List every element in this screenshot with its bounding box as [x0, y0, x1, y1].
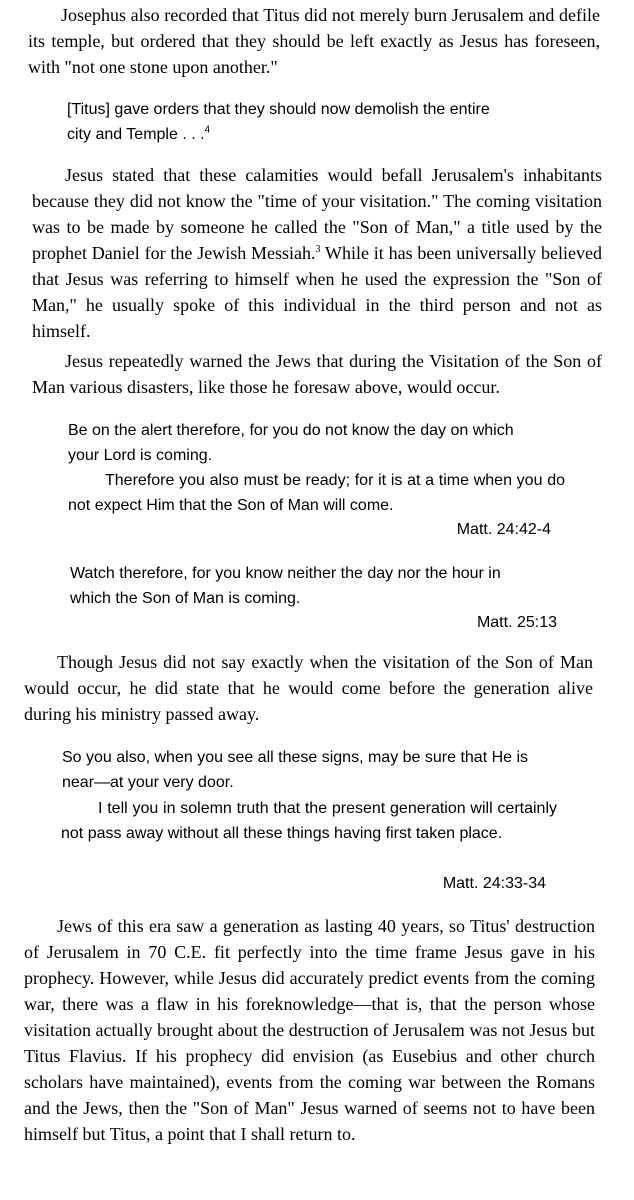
blockquote-titus-orders — [67, 97, 497, 147]
citation-matt-24-33: Matt. 24:33-34 — [442, 875, 546, 892]
paragraph-forty-years: Jews of this era saw a generation as lasting 40 years, so Titus' destruction of Jerusalem in 70 C.E. fit perfectly into the time frame Jesus gave in his prophecy. However, while Jesus did accurately predict events from the coming war, there was a flaw in his foreknowledge—that is, that the person whose visitation actually brought about the destruction of Jerusalem was not Jesus but Titus Flavius. If his prophecy did envision (as Eusebius and other church scholars have maintained), events from the coming war between the Romans and the Jews, then the "Son of Man" Jesus warned of seems not to have been himself but Titus, a point that I shall return to. — [24, 916, 595, 1144]
paragraph-warnings: Jesus repeatedly warned the Jews that during the Visitation of the Son of Man various disasters, like those he foresaw above, would occur. — [32, 351, 602, 397]
paragraph-calamities — [32, 162, 602, 344]
blockquote-see-signs: So you also, when you see all these signs, may be sure that He is near—at your very door. — [62, 749, 529, 791]
footnote-marker-4: 4 — [204, 124, 211, 136]
blockquote-solemn-truth: I tell you in solemn truth that the present generation will certainly not pass away without all these things having first taken place. — [61, 800, 557, 842]
citation-matt-24-42: Matt. 24:42-4 — [456, 521, 551, 538]
blockquote-titus-text: [Titus] gave orders that they should now demolish the entire city and Temple . . . — [67, 101, 490, 143]
footnote-marker-3: 3 — [315, 244, 321, 255]
paragraph-calamities-part1: Jesus stated that these calamities would befall Jerusalem's inhabitants because they did not know the "time of your visitation." The coming visitation was to be made by someone he called the "Son of Man," a title used by the prophet Daniel for the Jewish Messiah. — [32, 165, 602, 263]
blockquote-be-alert: Be on the alert therefore, for you do not know the day on which your Lord is coming. — [68, 422, 514, 464]
paragraph-generation: Though Jesus did not say exactly when the visitation of the Son of Man would occur, he did state that he would come before the generation alive during his ministry passed away. — [24, 652, 593, 724]
blockquote-watch-therefore: Watch therefore, for you know neither the day nor the hour in which the Son of Man is coming. — [70, 565, 501, 607]
paragraph-josephus: Josephus also recorded that Titus did not merely burn Jerusalem and defile its temple, but ordered that they should be left exactly as Jesus has foreseen, with "not one stone upon another." — [28, 5, 600, 77]
blockquote-be-ready: Therefore you also must be ready; for it is at a time when you do not expect Him that the Son of Man will come. — [68, 472, 565, 514]
citation-matt-25-13: Matt. 25:13 — [476, 614, 557, 631]
paragraph-calamities-part2: While it has been universally believed that Jesus was referring to himself when he used the expression the "Son of Man," he usually spoke of this individual in the third person and not as himself. — [32, 243, 602, 341]
